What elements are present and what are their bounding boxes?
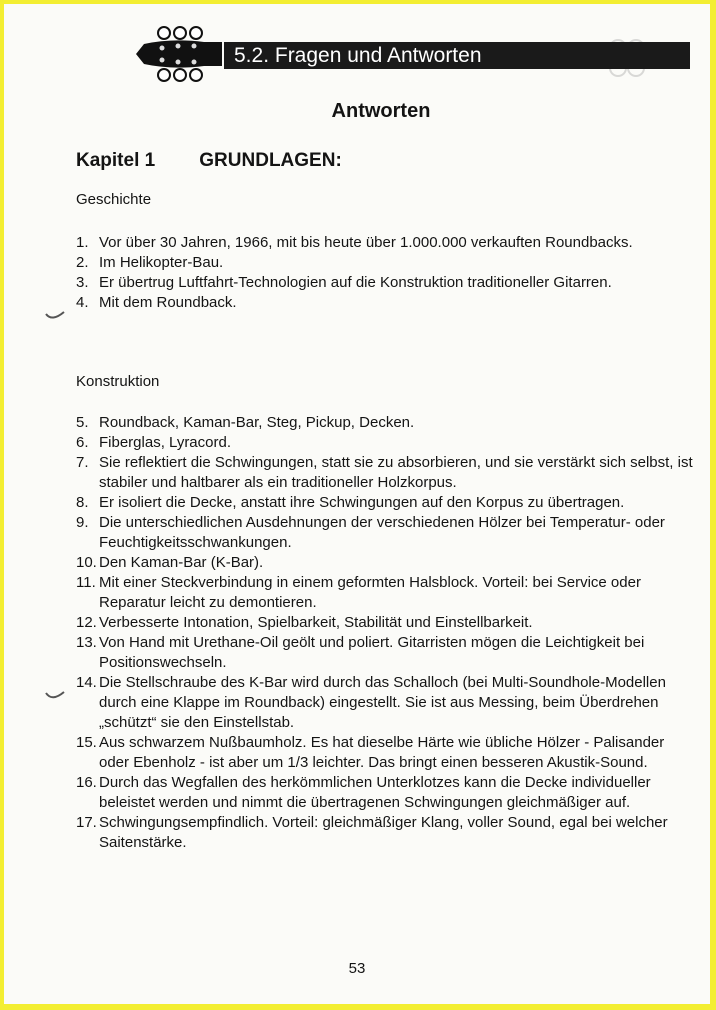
item-text: Den Kaman-Bar (K-Bar). — [99, 554, 264, 571]
list-item — [76, 773, 696, 813]
item-text: Fiberglas, Lyracord. — [99, 434, 231, 451]
answer-list-geschichte — [76, 233, 696, 313]
item-number: 9. — [76, 514, 89, 531]
item-number: 12. — [76, 614, 97, 631]
item-number: 1. — [76, 234, 89, 251]
item-text: Durch das Wegfallen des herkömmlichen Unterklotzes kann die Decke individueller beleistet werden und nimmt die übertragenen Schwingungen gleichmäßiger auf. — [99, 774, 651, 811]
item-text: Aus schwarzem Nußbaumholz. Es hat dieselbe Härte wie übliche Hölzer - Palisander oder Ebenholz - ist aber um 1/3 leichter. Das bringt einen besseren Akustik-Sound. — [99, 734, 665, 771]
item-text: Verbesserte Intonation, Spielbarkeit, Stabilität und Einstellbarkeit. — [99, 614, 533, 631]
section-title-geschichte: Geschichte — [76, 191, 152, 208]
list-item — [76, 453, 696, 493]
list-item — [76, 733, 696, 773]
list-item — [76, 293, 696, 313]
list-item — [76, 513, 696, 553]
item-number: 5. — [76, 414, 89, 431]
item-text: Schwingungsempfindlich. Vorteil: gleichmäßiger Klang, voller Sound, egal bei welcher Saitenstärke. — [99, 814, 668, 851]
item-number: 2. — [76, 254, 89, 271]
item-text: Mit dem Roundback. — [99, 294, 237, 311]
item-text: Vor über 30 Jahren, 1966, mit bis heute über 1.000.000 verkauften Roundbacks. — [99, 234, 633, 251]
list-item — [76, 553, 696, 573]
list-item — [76, 493, 696, 513]
list-item — [76, 273, 696, 293]
list-item — [76, 233, 696, 253]
list-item — [76, 813, 696, 853]
check-mark-icon — [44, 310, 66, 324]
item-text: Roundback, Kaman-Bar, Steg, Pickup, Decken. — [99, 414, 415, 431]
item-number: 8. — [76, 494, 89, 511]
list-item — [76, 613, 696, 633]
answer-list-konstruktion — [76, 413, 696, 853]
item-text: Von Hand mit Urethane-Oil geölt und poliert. Gitarristen mögen die Leichtigkeit bei Positionswechseln. — [99, 634, 645, 671]
item-text: Sie reflektiert die Schwingungen, statt sie zu absorbieren, und sie verstärkt sich selbst, ist stabiler und haltbarer als ein traditioneller Holzkorpus. — [99, 454, 693, 491]
item-text: Er übertrug Luftfahrt-Technologien auf die Konstruktion traditioneller Gitarren. — [99, 274, 612, 291]
check-mark-icon — [44, 690, 66, 704]
document-page — [4, 4, 710, 1004]
chapter-title: GRUNDLAGEN: — [199, 150, 342, 171]
item-number: 13. — [76, 634, 97, 651]
chapter-heading — [76, 150, 342, 172]
item-text: Die Stellschraube des K-Bar wird durch das Schalloch (bei Multi-Soundhole-Modellen durch eine Klappe im Roundback) eingestellt. Sie ist aus Messing, beim Überdrehen „schützt“ sie den Einstellstab. — [99, 674, 666, 731]
list-item — [76, 413, 696, 433]
section-header-title: 5.2. Fragen und Antworten — [234, 44, 482, 67]
item-number: 10. — [76, 554, 97, 571]
list-item — [76, 253, 696, 273]
list-item — [76, 633, 696, 673]
section-title-konstruktion: Konstruktion — [76, 373, 160, 390]
page-heading: Antworten — [331, 100, 431, 122]
guitar-headstock-icon — [132, 24, 224, 84]
item-number: 17. — [76, 814, 97, 831]
item-text: Die unterschiedlichen Ausdehnungen der verschiedenen Hölzer bei Temperatur- oder Feuchtigkeitsschwankungen. — [99, 514, 665, 551]
chapter-number: Kapitel 1 — [76, 150, 156, 171]
item-number: 15. — [76, 734, 97, 751]
item-number: 3. — [76, 274, 89, 291]
list-item — [76, 673, 696, 733]
item-number: 14. — [76, 674, 97, 691]
item-number: 6. — [76, 434, 89, 451]
page-number: 53 — [348, 960, 366, 977]
section-header-bar — [222, 42, 690, 69]
item-text: Er isoliert die Decke, anstatt ihre Schwingungen auf den Korpus zu übertragen. — [99, 494, 625, 511]
item-number: 4. — [76, 294, 89, 311]
item-number: 16. — [76, 774, 97, 791]
item-number: 11. — [76, 574, 96, 591]
list-item — [76, 433, 696, 453]
item-text: Mit einer Steckverbindung in einem geformten Halsblock. Vorteil: bei Service oder Reparatur leicht zu demontieren. — [99, 574, 641, 611]
list-item — [76, 573, 696, 613]
item-number: 7. — [76, 454, 89, 471]
item-text: Im Helikopter-Bau. — [99, 254, 224, 271]
